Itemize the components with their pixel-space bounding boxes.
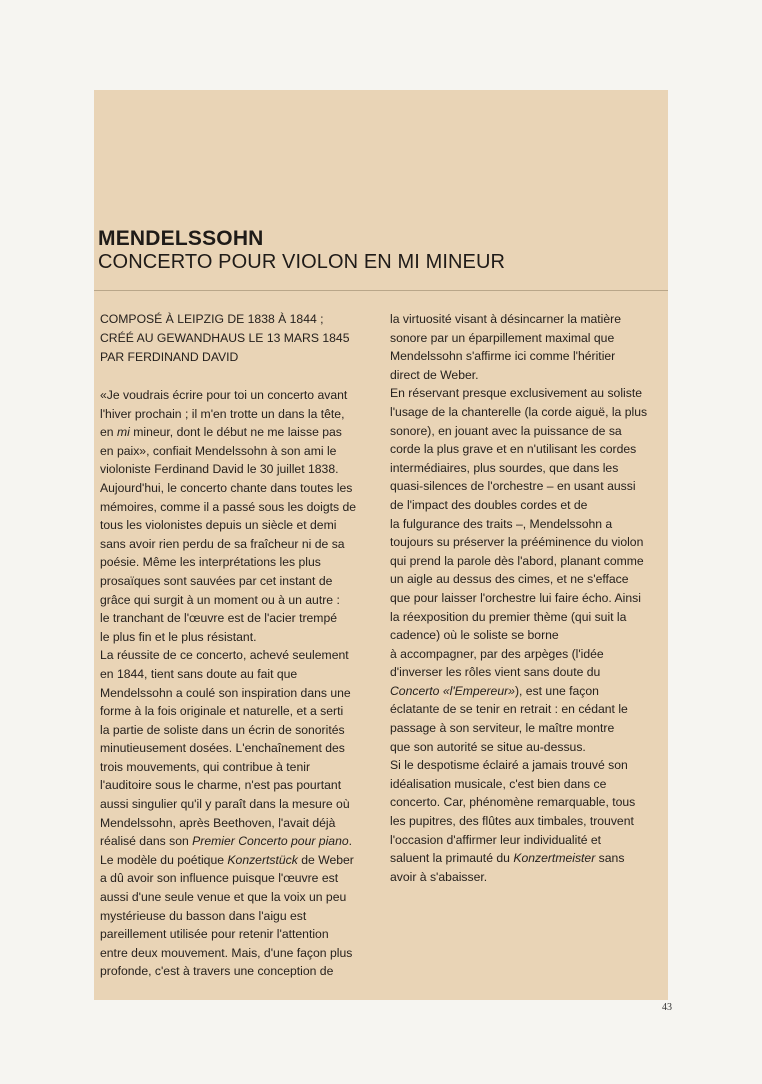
text-line: mystérieuse du basson dans l'aigu est [100, 908, 307, 923]
text-line: aussi singulier qu'il y paraît dans la mesure où [100, 797, 350, 812]
text-line: intermédiaires, plus sourdes, que dans les [390, 460, 619, 475]
text-line: Mendelssohn s'affirme ici comme l'héritier [390, 349, 616, 364]
meta-line: COMPOSÉ À LEIPZIG DE 1838 À 1844 ; [100, 312, 324, 326]
text-line: idéalisation musicale, c'est bien dans ce [390, 776, 607, 791]
text-line: Le modèle du poétique Konzertstück de Weber [100, 852, 354, 867]
text-line: Mendelssohn a coulé son inspiration dans une [100, 685, 351, 700]
text-line: saluent la primauté du Konzertmeister sans [390, 851, 625, 866]
text-line: En réservant presque exclusivement au soliste [390, 386, 643, 401]
text-line: les pupitres, des flûtes aux timbales, trouvent [390, 814, 634, 829]
text-line: sans avoir rien perdu de sa fraîcheur ni de sa [100, 536, 345, 551]
text-line: sonore par un éparpillement maximal que [390, 330, 615, 345]
text-line: en 1844, tient sans doute au fait que [100, 666, 298, 681]
text-line: mémoires, comme il a passé sous les doigts de [100, 499, 357, 514]
text-line: trois mouvements, qui contribue à tenir [100, 759, 310, 774]
text-line: concerto. Car, phénomène remarquable, tous [390, 795, 636, 810]
text-line: entre deux mouvement. Mais, d'une façon plus [100, 945, 353, 960]
text-line: le plus fin et le plus résistant. [100, 629, 257, 644]
text-line: la réexposition du premier thème (qui suit la [390, 609, 627, 624]
text-line: Aujourd'hui, le concerto chante dans toutes les [100, 480, 353, 495]
text-line: que son autorité se situe au-dessus. [390, 739, 586, 754]
text-line: pareillement utilisée pour retenir l'attention [100, 927, 329, 942]
text-line: en paix», confiait Mendelssohn à son ami le [100, 443, 337, 458]
text-line: toujours su préserver la prééminence du violon [390, 535, 644, 550]
text-line: éclatante de se tenir en retrait : en cédant le [390, 702, 628, 717]
left-body-text [100, 386, 372, 981]
text-line: l'hiver prochain ; il m'en trotte un dans la tête, [100, 406, 345, 421]
header-divider [94, 290, 668, 291]
work-title: CONCERTO POUR VIOLON EN MI MINEUR [98, 251, 506, 273]
text-line: minutieusement dosées. L'enchaînement des [100, 741, 345, 756]
text-line: poésie. Même les interprétations les plus [100, 555, 321, 570]
text-line: de l'impact des doubles cordes et de [390, 497, 588, 512]
text-line: avoir à s'abaisser. [390, 869, 488, 884]
text-line: Si le despotisme éclairé a jamais trouvé son [390, 758, 628, 773]
text-line: a dû avoir son influence puisque l'œuvre est [100, 871, 339, 886]
text-line: réalisé dans son Premier Concerto pour piano. [100, 834, 353, 849]
meta-line: PAR FERDINAND DAVID [100, 350, 239, 364]
text-line: Concerto «l'Empereur»), est une façon [390, 683, 599, 698]
text-line: passage à son serviteur, le maître montre [390, 721, 615, 736]
composition-info [100, 310, 372, 367]
text-line: corde la plus grave et en n'utilisant les cordes [390, 442, 637, 457]
text-line: l'auditoire sous le charme, n'est pas pourtant [100, 778, 342, 793]
text-line: Mendelssohn, après Beethoven, l'avait déjà [100, 815, 336, 830]
right-body-text [390, 310, 662, 886]
text-line: «Je voudrais écrire pour toi un concerto avant [100, 388, 348, 402]
text-line: la virtuosité visant à désincarner la matière [390, 312, 621, 326]
text-line: prosaïques sont sauvées par cet instant de [100, 573, 333, 588]
text-line: la partie de soliste dans un écrin de sonorités [100, 722, 345, 737]
left-column [100, 310, 372, 981]
text-line: l'usage de la chanterelle (la corde aiguë, la plus [390, 404, 648, 419]
text-line: aussi d'une seule venue et que la voix un peu [100, 890, 347, 905]
text-line: que pour laisser l'orchestre lui faire écho. Ainsi [390, 590, 641, 605]
text-line: en mi mineur, dont le début ne me laisse pas [100, 425, 342, 440]
text-line: grâce qui surgit à un moment ou à un autre : [100, 592, 340, 607]
page-number: 43 [662, 1002, 672, 1013]
text-line: tous les violonistes depuis un siècle et demi [100, 518, 337, 533]
text-line: violoniste Ferdinand David le 30 juillet 1838. [100, 462, 339, 477]
text-line: un aigle au dessus des cimes, et ne s'efface [390, 572, 629, 587]
text-line: d'inverser les rôles vient sans doute du [390, 665, 601, 680]
text-line: l'occasion d'affirmer leur individualité et [390, 832, 602, 847]
text-line: cadence) où le soliste se borne [390, 628, 559, 643]
text-line: La réussite de ce concerto, achevé seulement [100, 648, 349, 663]
text-line: à accompagner, par des arpèges (l'idée [390, 646, 604, 661]
composer-name: MENDELSSOHN [98, 227, 264, 250]
text-line: direct de Weber. [390, 367, 479, 382]
text-line: la fulgurance des traits –, Mendelssohn a [390, 516, 613, 531]
right-column [390, 310, 662, 886]
text-line: profonde, c'est à travers une conception de [100, 964, 334, 979]
text-line: sonore), en jouant avec la puissance de sa [390, 423, 622, 438]
text-line: forme à la fois originale et naturelle, et a serti [100, 704, 344, 719]
meta-line: CRÉÉ AU GEWANDHAUS LE 13 MARS 1845 [100, 331, 350, 345]
text-line: quasi-silences de l'orchestre – en usant aussi [390, 479, 636, 494]
text-line: qui prend la parole dès l'abord, planant comme [390, 553, 644, 568]
text-line: le tranchant de l'œuvre est de l'acier trempé [100, 611, 338, 626]
